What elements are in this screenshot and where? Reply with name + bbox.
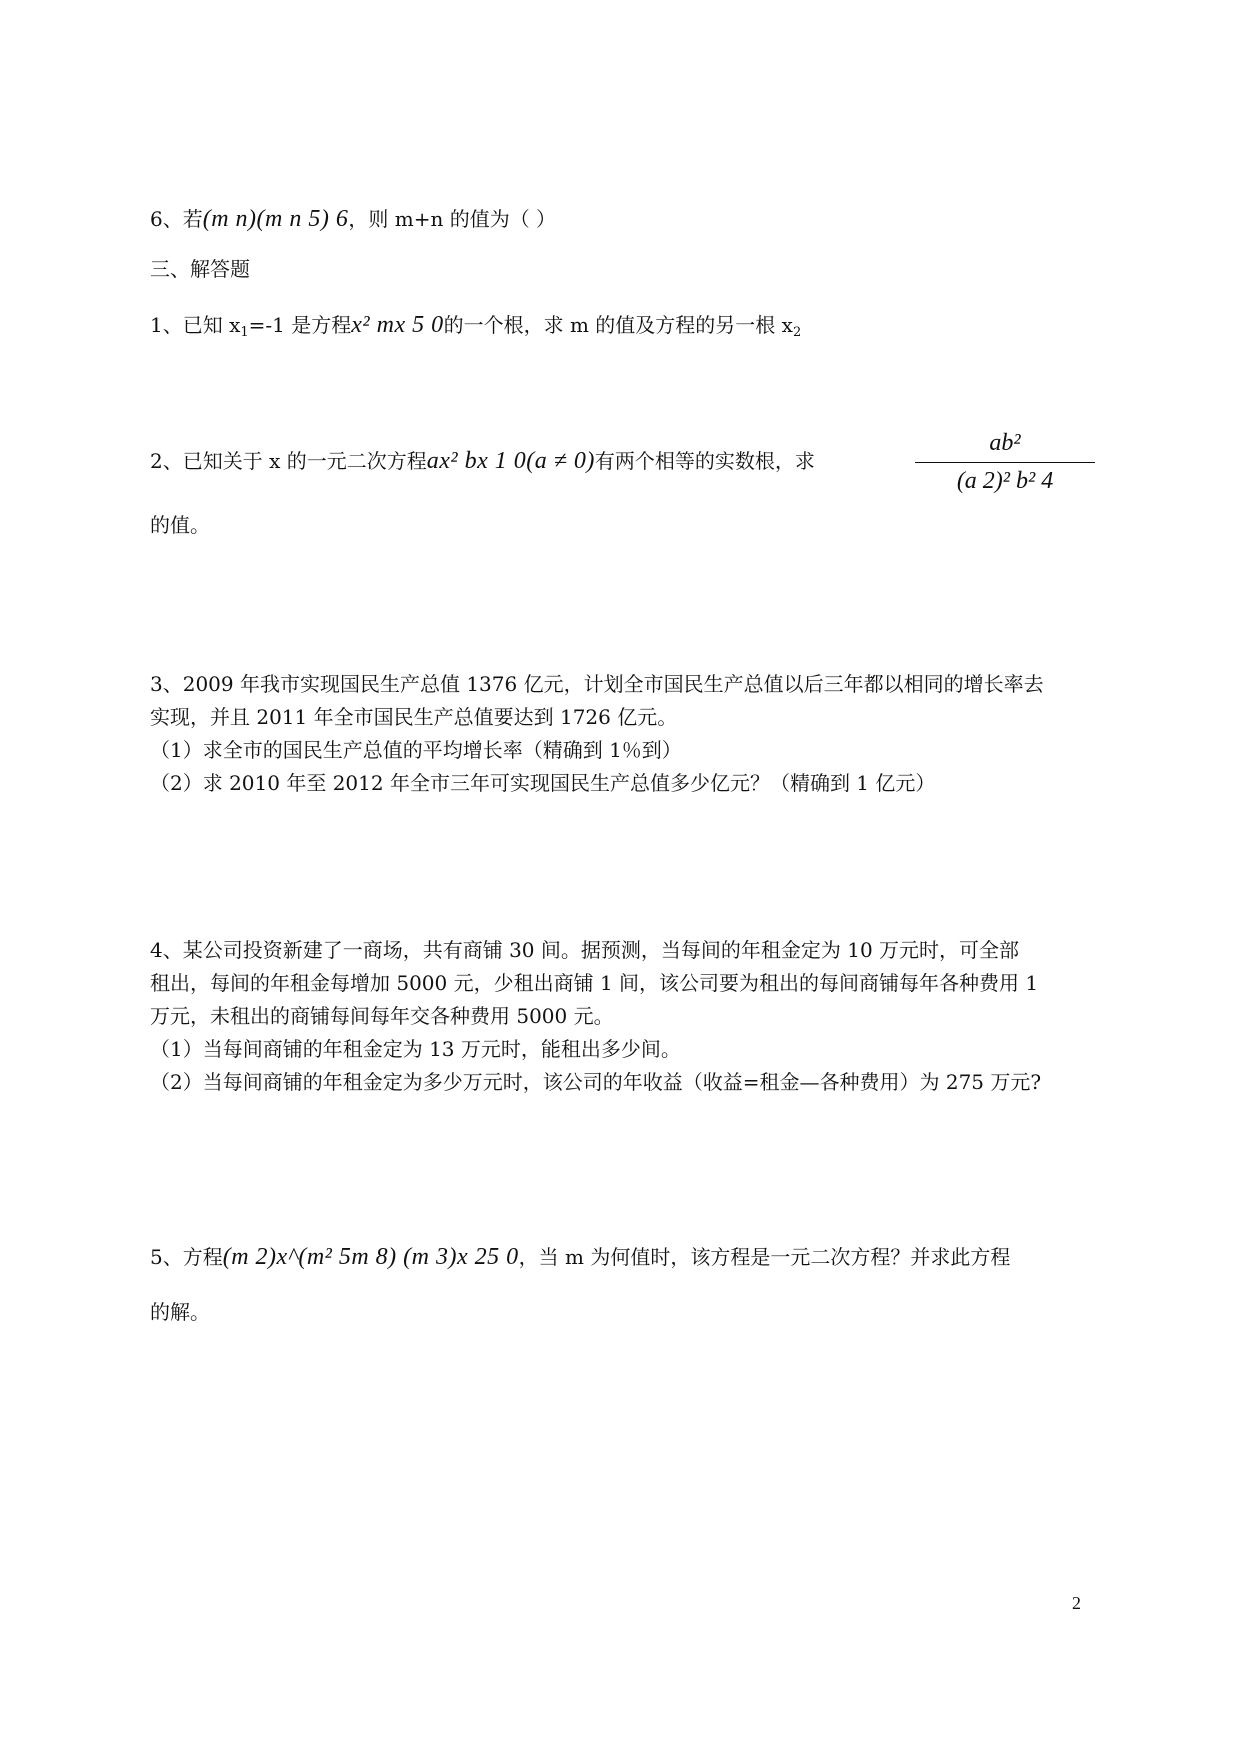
- question-6-suffix: ，则 m+n 的值为（ ）: [348, 207, 557, 231]
- question-6: [150, 202, 1090, 236]
- problem-4-line-5: （2）当每间商铺的年租金定为多少万元时，该公司的年收益（收益=租金—各种费用）为 275 万元?: [150, 1070, 1042, 1094]
- fraction-numerator: ab²: [989, 430, 1021, 456]
- problem-2-prefix: 2、已知关于 x 的一元二次方程: [150, 449, 427, 473]
- problem-4-line-2: 租出，每间的年租金每增加 5000 元，少租出商铺 1 间，该公司要为租出的每间商铺每年各种费用 1: [150, 971, 1039, 995]
- problem-1-prefix: 1、已知 x: [150, 313, 241, 337]
- problem-5: [150, 1240, 1090, 1274]
- problem-1-subscript-1: 1: [240, 325, 249, 340]
- problem-3-line-1: 3、2009 年我市实现国民生产总值 1376 亿元，计划全市国民生产总值以后三年都以相同的增长率去: [150, 672, 1044, 696]
- problem-4-line-3: 万元，未租出的商铺每间每年交各种费用 5000 元。: [150, 1004, 614, 1028]
- problem-4-line-1: 4、某公司投资新建了一商场，共有商铺 30 间。据预测，当每间的年租金定为 10 万元时，可全部: [150, 938, 1020, 962]
- problem-2-equation: ax² bx 1 0(a ≠ 0): [426, 448, 595, 474]
- problem-5-prefix: 5、方程: [150, 1245, 223, 1269]
- fraction-denominator: (a 2)² b² 4: [956, 468, 1054, 494]
- problem-1-equation: x² mx 5 0: [351, 312, 444, 338]
- problem-3-line-4: （2）求 2010 年至 2012 年全市三年可实现国民生产总值多少亿元？（精确到 1 亿元）: [150, 771, 936, 795]
- question-6-equation: (m n)(m n 5) 6: [202, 206, 349, 232]
- problem-1-subscript-2: 2: [792, 325, 802, 340]
- problem-1-suffix: 的一个根，求 m 的值及方程的另一根 x: [443, 313, 793, 337]
- fraction-bar: [915, 462, 1095, 463]
- problem-2-suffix: 有两个相等的实数根，求: [594, 449, 815, 473]
- problem-3-line-3: （1）求全市的国民生产总值的平均增长率（精确到 1％到）: [150, 738, 682, 762]
- question-6-prefix: 6、若: [150, 207, 203, 231]
- problem-5-line-2: 的解。: [150, 1300, 210, 1324]
- page-number: 2: [1072, 1593, 1081, 1613]
- problem-5-equation: (m 2)x^(m² 5m 8) (m 3)x 25 0: [222, 1244, 519, 1270]
- problem-1-mid: =-1 是方程: [248, 313, 352, 337]
- problem-4-line-4: （1）当每间商铺的年租金定为 13 万元时，能租出多少间。: [150, 1037, 681, 1061]
- problem-2-fraction: [915, 428, 1095, 498]
- problem-5-suffix: ，当 m 为何值时，该方程是一元二次方程？并求此方程: [518, 1245, 1011, 1269]
- problem-1: [150, 308, 1090, 350]
- section-title: 三、解答题: [150, 257, 250, 281]
- problem-3-line-2: 实现，并且 2011 年全市国民生产总值要达到 1726 亿元。: [150, 705, 678, 729]
- problem-2-tail: 的值。: [150, 513, 210, 537]
